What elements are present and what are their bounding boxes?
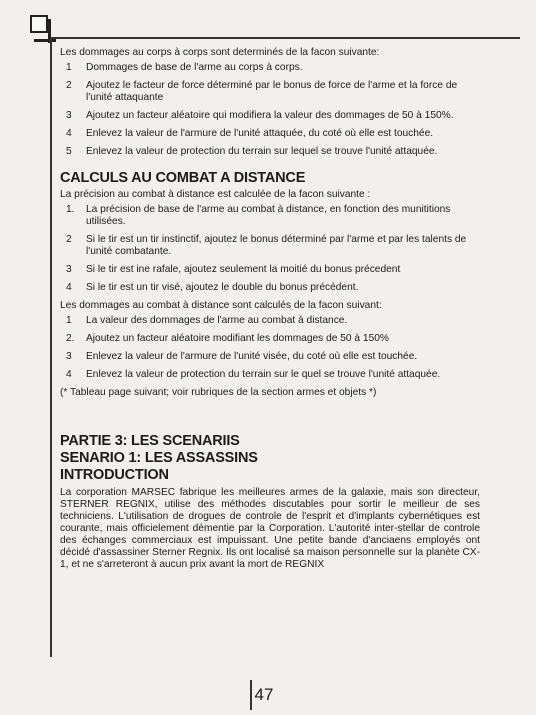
item-number: 1 [66,62,72,73]
introduction-body: La corporation MARSEC fabrique les meilleures armes de la galaxie, mais son directeur, STERNER REGNIX, utilise des méthodes discutables pour sortir le meilleur de ses techniciens. L'utilisation de drogues de controle de l'esprit et d'implants cybernétiques est courante, mais officielement démentie par la Corporation. L'autorité inter-stellar de controle des échanges commerciaux est impuissant. Une petite bande d'anciaens employés ont décidé d'assassiner Sterner Regnix. Ils ont localisé sa maison personnelle sur la planète CX-1, et ne s'arreteront à aucun prix avant la mort de REGNIX [60,487,480,570]
item-number: 3 [66,351,72,362]
item-text: Dommages de base de l'arme au corps à corps. [86,62,303,73]
item-text: Enlevez la valeur de protection du terrain sur lequel se trouve l'unité attaquée. [86,146,438,157]
list-item [60,110,480,122]
list-item [60,315,480,327]
item-text: Ajoutez un facteur aléatoire qui modifiera la valeur des dommages de 50 à 150%. [86,110,454,121]
item-number: 1. [66,204,75,215]
corner-box-shape [30,15,48,33]
item-number: 2. [66,333,75,344]
item-text: La précision de base de l'arme au combat à distance, en fonction des munititions utilisées. [86,204,451,227]
item-text: Si le tir est ine rafale, ajoutez seulement la moitié du bonus précedent [86,264,401,275]
item-text: Si le tir est un tir visé, ajoutez le double du bonus précédent. [86,282,359,293]
page-number [250,680,273,710]
item-number: 4 [66,369,72,380]
list-item [60,204,480,228]
item-number: 4 [66,282,72,293]
item-number: 1 [66,315,72,326]
ranged-heading: CALCULS AU COMBAT A DISTANCE [60,170,306,186]
list-item [60,146,480,158]
item-number: 2 [66,80,72,91]
melee-list [60,62,480,158]
frame-left-rule [50,37,52,657]
corner-horizontal-bar [34,39,56,42]
item-text: Ajoutez un facteur aléatoire modifiant les dommages de 50 à 150% [86,333,389,344]
melee-intro: Les dommages au corps à corps sont determinés de la facon suivante: [60,47,380,58]
list-item [60,369,480,381]
item-text: Ajoutez le facteur de force déterminé par le bonus de force de l'arme et la force de l'unité attaquante [86,80,458,103]
list-item [60,62,480,74]
precision-list [60,204,480,294]
damage-intro: Les dommages au combat à distance sont calculés de la facon suivant: [60,300,382,311]
list-item [60,80,480,104]
item-text: Enlevez la valeur de l'armure de l'unité attaquée, du coté où elle est touchée. [86,128,434,139]
item-number: 4 [66,128,72,139]
item-text: Enlevez la valeur de protection du terrain sur le quel se trouve l'unité attaquée. [86,369,441,380]
frame-top-rule [50,37,520,39]
item-text: Si le tir est un tir instinctif, ajoutez le bonus déterminé par l'arme et par les talents de l'unité combatante. [86,234,467,257]
item-text: La valeur des dommages de l'arme au combat à distance. [86,315,348,326]
damage-list [60,315,480,381]
item-number: 3 [66,264,72,275]
introduction-heading: INTRODUCTION [60,467,169,483]
item-text: Enlevez la valeur de l'armure de l'unité visée, du coté où elle est touchée. [86,351,418,362]
list-item [60,351,480,363]
precision-intro: La précision au combat à distance est calculée de la facon suivante : [60,189,371,200]
list-item [60,282,480,294]
page-number-value: 47 [254,685,274,704]
list-item [60,234,480,258]
item-number: 5 [66,146,72,157]
list-item [60,264,480,276]
page-content [60,45,480,571]
table-note: (* Tableau page suivant; voir rubriques de la section armes et objets *) [60,387,377,398]
page-number-bar [250,680,252,710]
part-heading: PARTIE 3: LES SCENARIIS [60,433,240,449]
item-number: 3 [66,110,72,121]
list-item [60,333,480,345]
item-number: 2 [66,234,72,245]
scenario-heading: SENARIO 1: LES ASSASSINS [60,450,258,466]
list-item [60,128,480,140]
